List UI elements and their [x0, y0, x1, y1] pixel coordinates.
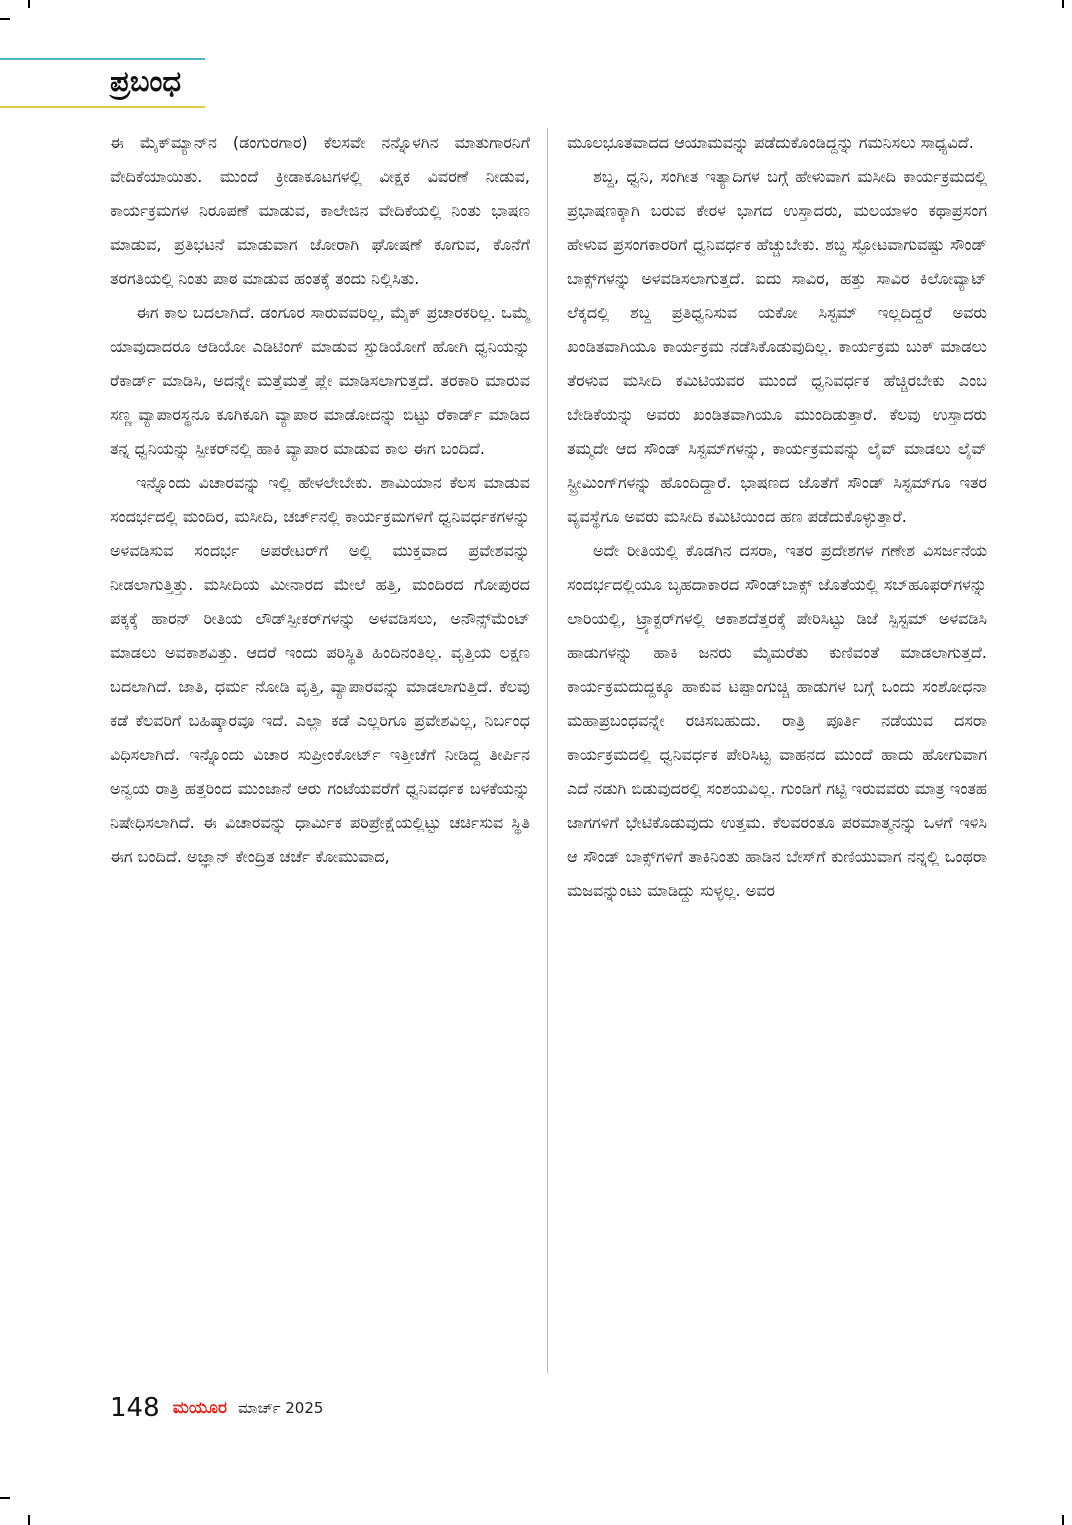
section-header — [0, 58, 205, 110]
crop-mark — [28, 1515, 30, 1525]
header-rule-top — [0, 58, 205, 60]
issue-date: ಮಾರ್ಚ್ 2025 — [238, 1399, 324, 1417]
crop-mark — [1062, 1515, 1064, 1525]
left-column — [110, 126, 530, 874]
column-divider — [547, 128, 548, 1373]
magazine-logo: ಮಯೂರ — [172, 1398, 227, 1418]
paragraph: ಈ ಮೈಕ್‌ಮ್ಯಾನ್‌ನ (ಡಂಗುರಗಾರ) ಕೆಲಸವೇ ನನ್ನೊಳಗಿನ ಮಾತುಗಾರನಿಗೆ ವೇದಿಕೆಯಾಯಿತು. ಮುಂದೆ ಕ್ರೀಡಾಕೂಟಗಳಲ್ಲಿ ವೀಕ್ಷಕ ವಿವರಣೆ ನೀಡುವ, ಕಾರ್ಯಕ್ರಮಗಳ ನಿರೂಪಣೆ ಮಾಡುವ, ಕಾಲೇಜಿನ ವೇದಿಕೆಯಲ್ಲಿ ನಿಂತು ಭಾಷಣ ಮಾಡುವ, ಪ್ರತಿಭಟನೆ ಮಾಡುವಾಗ ಜೋರಾಗಿ ಘೋಷಣೆ ಕೂಗುವ, ಕೊನೆಗೆ ತರಗತಿಯಲ್ಲಿ ನಿಂತು ಪಾಠ ಮಾಡುವ ಹಂತಕ್ಕೆ ತಂದು ನಿಲ್ಲಿಸಿತು. — [110, 133, 530, 288]
crop-mark — [1062, 0, 1064, 8]
header-rule-bottom — [0, 106, 205, 108]
paragraph: ಮೂಲಭೂತವಾದದ ಆಯಾಮವನ್ನು ಪಡೆದುಕೊಂಡಿದ್ದನ್ನು ಗಮನಿಸಲು ಸಾಧ್ಯವಿದೆ. — [567, 133, 974, 152]
paragraph: ಶಬ್ದ, ಧ್ವನಿ, ಸಂಗೀತ ಇತ್ಯಾದಿಗಳ ಬಗ್ಗೆ ಹೇಳುವಾಗ ಮಸೀದಿ ಕಾರ್ಯಕ್ರಮದಲ್ಲಿ ಪ್ರಭಾಷಣಕ್ಕಾಗಿ ಬರುವ ಕೇರಳ ಭಾಗದ ಉಸ್ತಾದರು, ಮಲಯಾಳಂ ಕಥಾಪ್ರಸಂಗ ಹೇಳುವ ಪ್ರಸಂಗಕಾರರಿಗೆ ಧ್ವನಿವರ್ಧಕ ಹೆಚ್ಚುಬೇಕು. ಶಬ್ದ ಸ್ಫೋಟವಾಗುವಷ್ಟು ಸೌಂಡ್ ಬಾಕ್ಸ್‌ಗಳನ್ನು ಅಳವಡಿಸಲಾಗುತ್ತದೆ. ಐದು ಸಾವಿರ, ಹತ್ತು ಸಾವಿರ ಕಿಲೋವ್ಯಾಟ್ ಲೆಕ್ಕದಲ್ಲಿ ಶಬ್ದ ಪ್ರತಿಧ್ವನಿಸುವ ಯಕೋ ಸಿಸ್ಟಮ್ ಇಲ್ಲದಿದ್ದರೆ ಅವರು ಖಂಡಿತವಾಗಿಯೂ ಕಾರ್ಯಕ್ರಮ ನಡೆಸಿಕೊಡುವುದಿಲ್ಲ. ಕಾರ್ಯಕ್ರಮ ಬುಕ್ ಮಾಡಲು ತೆರಳುವ ಮಸೀದಿ ಕಮಿಟಿಯವರ ಮುಂದೆ ಧ್ವನಿವರ್ಧಕ ಹೆಚ್ಚಿರಬೇಕು ಎಂಬ ಬೇಡಿಕೆಯನ್ನು ಅವರು ಖಂಡಿತವಾಗಿಯೂ ಮುಂದಿಡುತ್ತಾರೆ. ಕೆಲವು ಉಸ್ತಾದರು ತಮ್ಮದೇ ಆದ ಸೌಂಡ್ ಸಿಸ್ಟಮ್‌ಗಳನ್ನು, ಕಾರ್ಯಕ್ರಮವನ್ನು ಲೈವ್ ಮಾಡಲು ಲೈವ್ ಸ್ಟ್ರೀಮಿಂಗ್‌ಗಳನ್ನು ಹೊಂದಿದ್ದಾರೆ. ಭಾಷಣದ ಜೊತೆಗೆ ಸೌಂಡ್ ಸಿಸ್ಟಮ್‌ಗೂ ಇತರ ವ್ಯವಸ್ಥೆಗೂ ಅವರು ಮಸೀದಿ ಕಮಿಟಿಯಿಂದ ಹಣ ಪಡೆದುಕೊಳ್ಳುತ್ತಾರೆ. — [567, 167, 987, 526]
page-footer — [110, 1393, 323, 1429]
crop-mark — [28, 0, 30, 8]
section-title: ಪ್ರಬಂಧ — [110, 64, 182, 98]
paragraph: ಈಗ ಕಾಲ ಬದಲಾಗಿದೆ. ಡಂಗೂರ ಸಾರುವವರಿಲ್ಲ, ಮೈಕ್ ಪ್ರಚಾರಕರಿಲ್ಲ. ಒಮ್ಮೆ ಯಾವುದಾದರೂ ಆಡಿಯೋ ಎಡಿಟಿಂಗ್ ಮಾಡುವ ಸ್ಟುಡಿಯೋಗೆ ಹೋಗಿ ಧ್ವನಿಯನ್ನು ರೆಕಾರ್ಡ್ ಮಾಡಿಸಿ, ಅದನ್ನೇ ಮತ್ತೆಮತ್ತೆ ಪ್ಲೇ ಮಾಡಿಸಲಾಗುತ್ತದೆ. ತರಕಾರಿ ಮಾರುವ ಸಣ್ಣ ವ್ಯಾಪಾರಸ್ಥನೂ ಕೂಗಿಕೂಗಿ ವ್ಯಾಪಾರ ಮಾಡೋದನ್ನು ಬಿಟ್ಟು ರೆಕಾರ್ಡ್ ಮಾಡಿದ ತನ್ನ ಧ್ವನಿಯನ್ನು ಸ್ಪೀಕರ್‌ನಲ್ಲಿ ಹಾಕಿ ವ್ಯಾಪಾರ ಮಾಡುವ ಕಾಲ ಈಗ ಬಂದಿದೆ. — [110, 303, 530, 458]
paragraph: ಅದೇ ರೀತಿಯಲ್ಲಿ ಕೊಡಗಿನ ದಸರಾ, ಇತರ ಪ್ರದೇಶಗಳ ಗಣೇಶ ವಿಸರ್ಜನೆಯ ಸಂದರ್ಭದಲ್ಲಿಯೂ ಬೃಹದಾಕಾರದ ಸೌಂಡ್‌ಬಾಕ್ಸ್ ಜೊತೆಯಲ್ಲಿ ಸಬ್‌ಹೂಫರ್‌ಗಳನ್ನು ಲಾರಿಯಲ್ಲಿ, ಟ್ರ್ಯಾಕ್ಟರ್‌ಗಳಲ್ಲಿ ಆಕಾಶದೆತ್ತರಕ್ಕೆ ಪೇರಿಸಿಟ್ಟು ಡಿಜೆ ಸ್ಪಿಸ್ಟಮ್ ಅಳವಡಿಸಿ ಹಾಡುಗಳನ್ನು ಹಾಕಿ ಜನರು ಮೈಮರೆತು ಕುಣಿವಂತೆ ಮಾಡಲಾಗುತ್ತದೆ. ಕಾರ್ಯಕ್ರಮದುದ್ದಕ್ಕೂ ಹಾಕುವ ಟಪ್ಪಾಂಗುಚ್ಚಿ ಹಾಡುಗಳ ಬಗ್ಗೆ ಒಂದು ಸಂಶೋಧನಾ ಮಹಾಪ್ರಬಂಧವನ್ನೇ ರಚಿಸಬಹುದು. ರಾತ್ರಿ ಪೂರ್ತಿ ನಡೆಯುವ ದಸರಾ ಕಾರ್ಯಕ್ರಮದಲ್ಲಿ ಧ್ವನಿವರ್ಧಕ ಪೇರಿಸಿಟ್ಟ ವಾಹನದ ಮುಂದೆ ಹಾದು ಹೋಗುವಾಗ ಎದೆ ನಡುಗಿ ಬಿಡುವುದರಲ್ಲಿ ಸಂಶಯವಿಲ್ಲ. ಗುಂಡಿಗೆ ಗಟ್ಟಿ ಇರುವವರು ಮಾತ್ರ ಇಂತಹ ಜಾಗಗಳಿಗೆ ಭೇಟಿಕೊಡುವುದು ಉತ್ತಮ. ಕೆಲವರಂತೂ ಪರಮಾತ್ಮನನ್ನು ಒಳಗೆ ಇಳಿಸಿ ಆ ಸೌಂಡ್ ಬಾಕ್ಸ್‌ಗಳಿಗೆ ತಾಕಿನಿಂತು ಹಾಡಿನ ಬೇಸ್‌ಗೆ ಕುಣಿಯುವಾಗ ನನ್ನಲ್ಲಿ ಒಂಥರಾ ಮಜವನ್ನುಂಟು ಮಾಡಿದ್ದು ಸುಳ್ಳಲ್ಲ. ಅವರ — [567, 541, 987, 900]
crop-mark — [0, 1497, 10, 1499]
right-column — [567, 126, 987, 908]
crop-mark — [0, 18, 10, 20]
page-number: 148 — [110, 1393, 160, 1423]
paragraph: ಇನ್ನೊಂದು ವಿಚಾರವನ್ನು ಇಲ್ಲಿ ಹೇಳಲೇಬೇಕು. ಶಾಮಿಯಾನ ಕೆಲಸ ಮಾಡುವ ಸಂದರ್ಭದಲ್ಲಿ ಮಂದಿರ, ಮಸೀದಿ, ಚರ್ಚ್‌ನಲ್ಲಿ ಕಾರ್ಯಕ್ರಮಗಳಿಗೆ ಧ್ವನಿವರ್ಧಕಗಳನ್ನು ಅಳವಡಿಸುವ ಸಂದರ್ಭ ಅಪರೇಟರ್‌ಗೆ ಅಲ್ಲಿ ಮುಕ್ತವಾದ ಪ್ರವೇಶವನ್ನು ನೀಡಲಾಗುತ್ತಿತ್ತು. ಮಸೀದಿಯ ಮೀನಾರದ ಮೇಲೆ ಹತ್ತಿ, ಮಂದಿರದ ಗೋಪುರದ ಪಕ್ಕಕ್ಕೆ ಹಾರನ್ ರೀತಿಯ ಲೌಡ್‌ಸ್ಪೀಕರ್‌ಗಳನ್ನು ಅಳವಡಿಸಲು, ಅನೌನ್ಸ್‌ಮೆಂಟ್ ಮಾಡಲು ಅವಕಾಶವಿತ್ತು. ಆದರೆ ಇಂದು ಪರಿಸ್ಥಿತಿ ಹಿಂದಿನಂತಿಲ್ಲ. ವೃತ್ತಿಯ ಲಕ್ಷಣ ಬದಲಾಗಿದೆ. ಜಾತಿ, ಧರ್ಮ ನೋಡಿ ವೃತ್ತಿ, ವ್ಯಾಪಾರವನ್ನು ಮಾಡಲಾಗುತ್ತಿದೆ. ಕೆಲವು ಕಡೆ ಕೆಲವರಿಗೆ ಬಹಿಷ್ಕಾರವೂ ಇದೆ. ಎಲ್ಲಾ ಕಡೆ ಎಲ್ಲರಿಗೂ ಪ್ರವೇಶವಿಲ್ಲ, ನಿರ್ಬಂಧ ವಿಧಿಸಲಾಗಿದೆ. ಇನ್ನೊಂದು ವಿಚಾರ ಸುಪ್ರೀಂಕೋರ್ಟ್ ಇತ್ತೀಚೆಗೆ ನೀಡಿದ್ದ ತೀರ್ಪಿನ ಅನ್ವಯ ರಾತ್ರಿ ಹತ್ತರಿಂದ ಮುಂಜಾನೆ ಆರು ಗಂಟೆಯವರೆಗೆ ಧ್ವನಿವರ್ಧಕ ಬಳಕೆಯನ್ನು ನಿಷೇಧಿಸಲಾಗಿದೆ. ಈ ವಿಚಾರವನ್ನು ಧಾರ್ಮಿಕ ಪರಿಪ್ರೇಕ್ಷೆಯಲ್ಲಿಟ್ಟು ಚರ್ಚಿಸುವ ಸ್ಥಿತಿ ಈಗ ಬಂದಿದೆ. ಅಜ್ಞಾನ್ ಕೇಂದ್ರಿತ ಚರ್ಚೆ ಕೋಮುವಾದ, — [110, 473, 530, 866]
